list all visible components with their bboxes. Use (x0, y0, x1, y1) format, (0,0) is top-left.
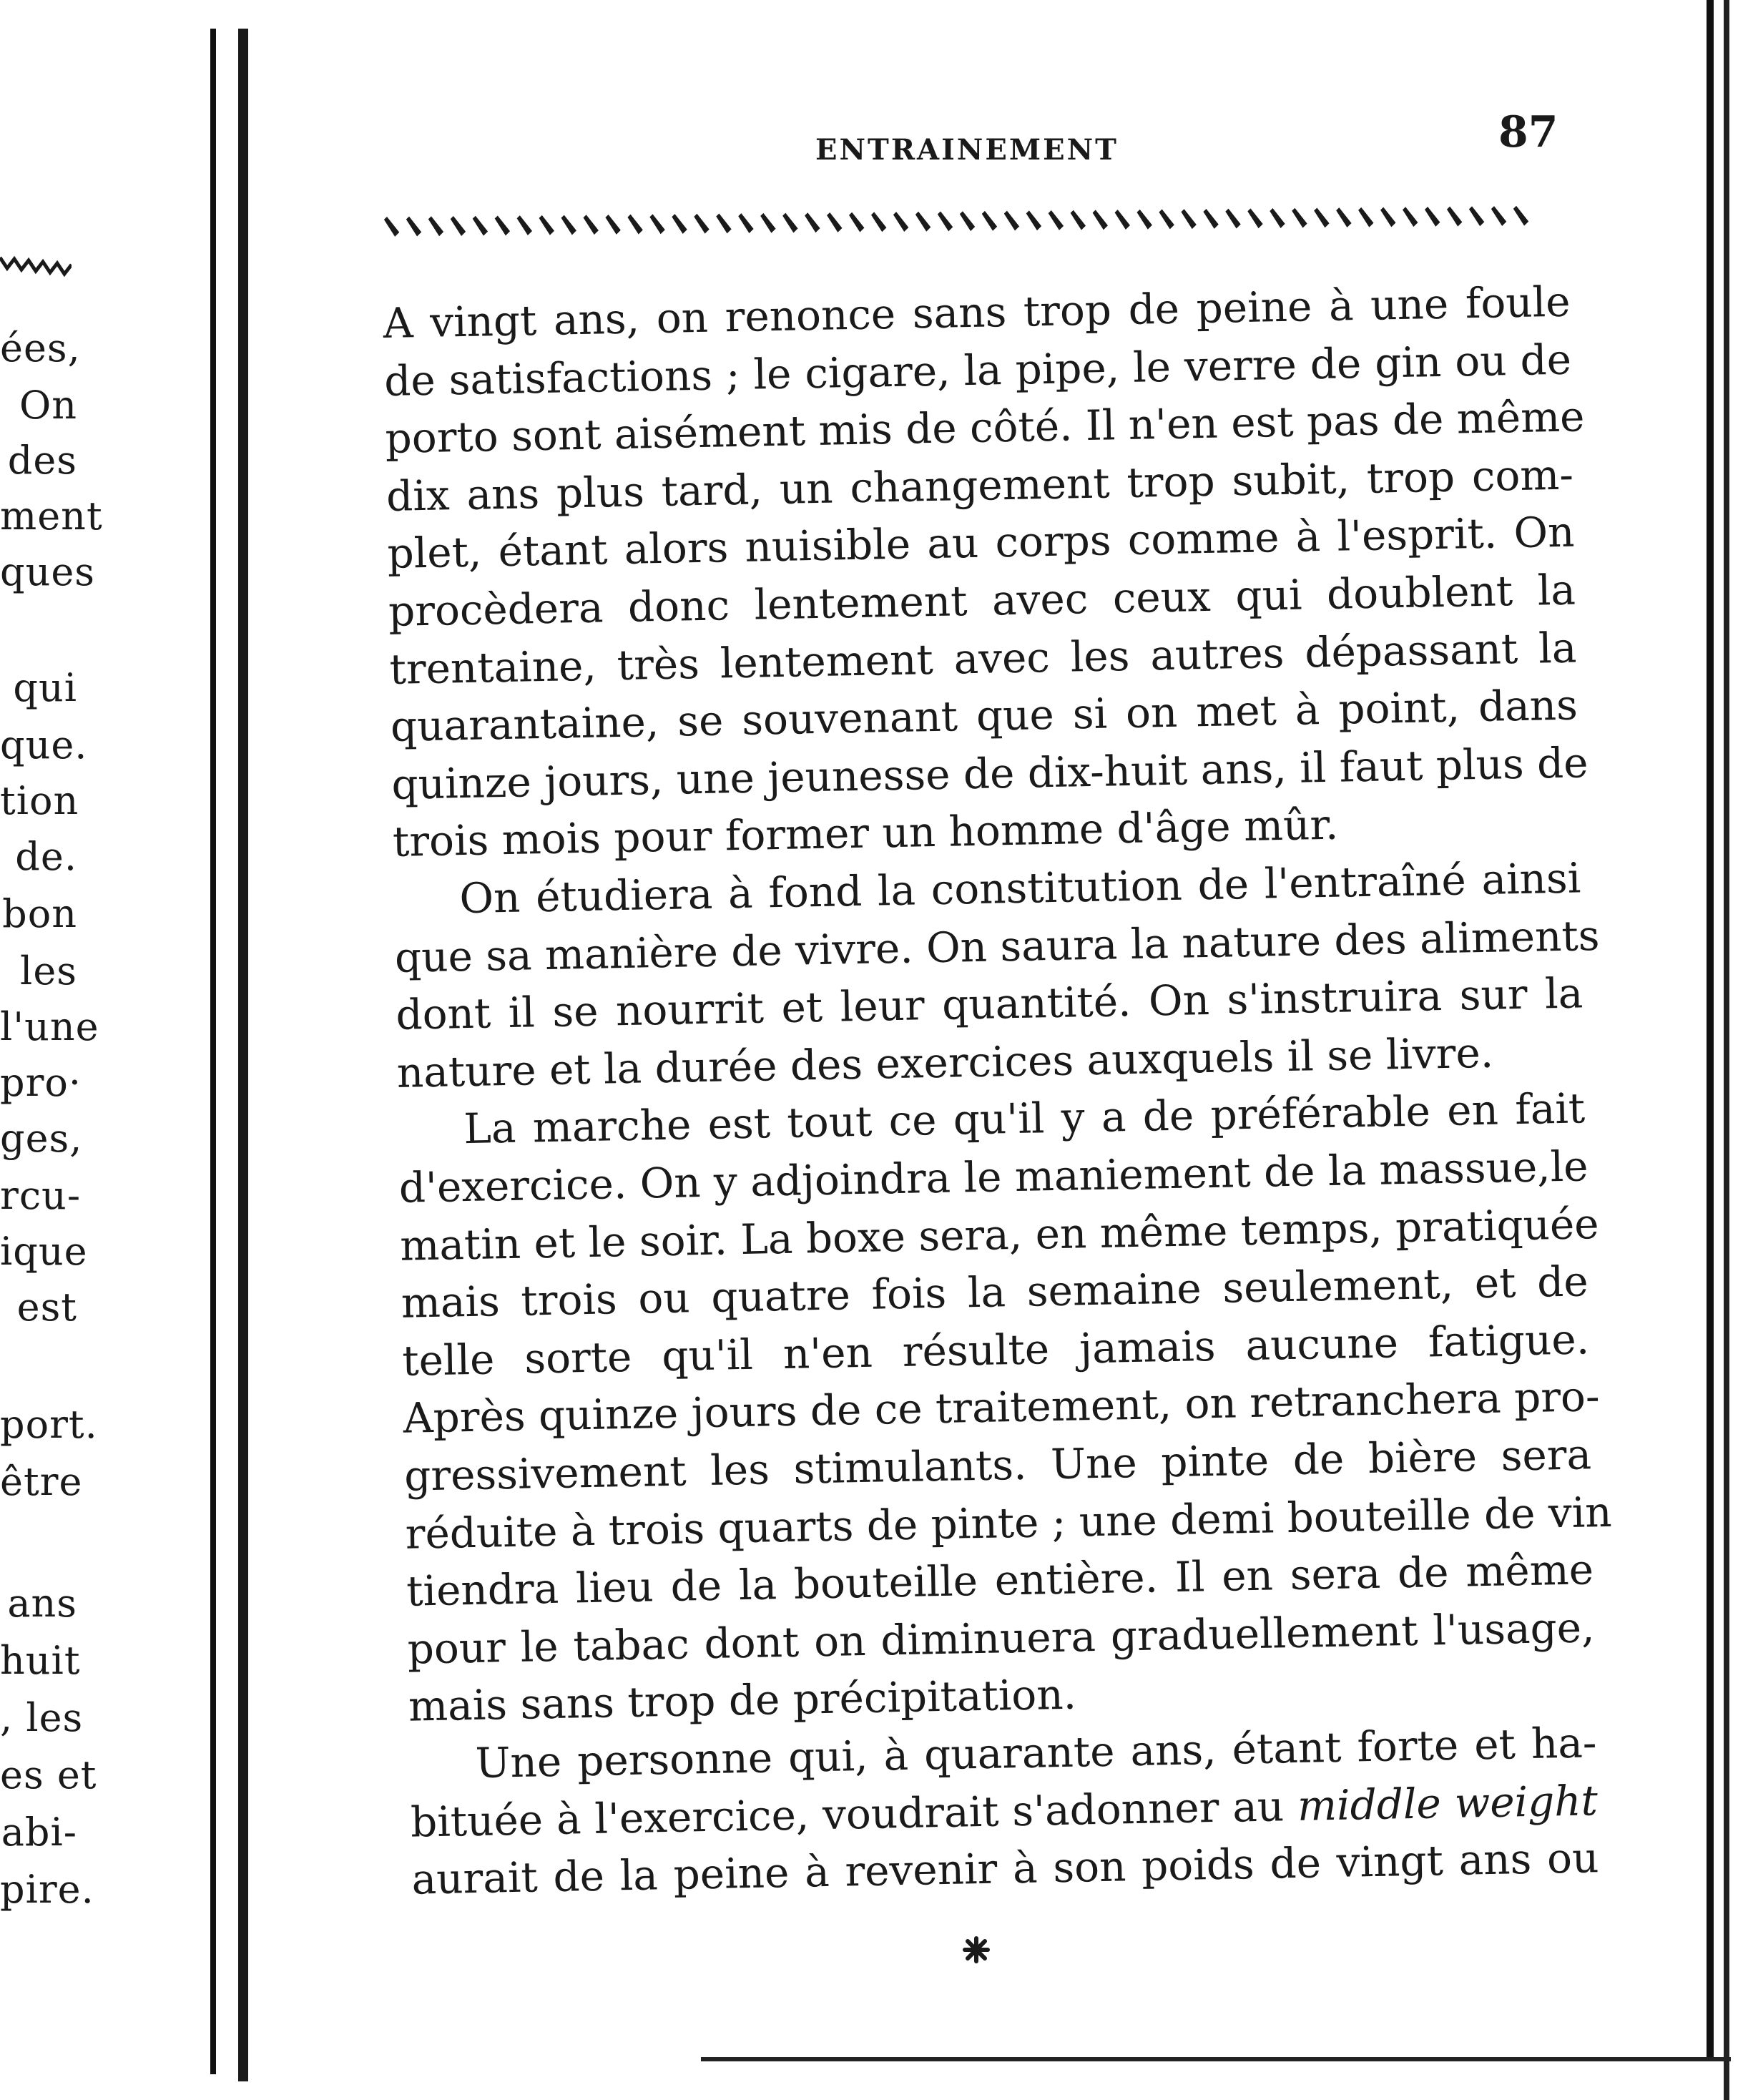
text-line: quinze jours, une jeunesse de dix-huit ans, il faut plus de (391, 738, 1589, 809)
text-line: de satisfactions ; le cigare, la pipe, le verre de gin ou de (383, 335, 1572, 406)
text-line: trentaine, très lentement avec les autres dépassant la (388, 623, 1577, 694)
left-page-line: On (19, 383, 77, 428)
left-page-line: rcu- (0, 1173, 82, 1218)
left-page-line: port. (0, 1402, 98, 1447)
text-line: d'exercice. On y adjoindra le maniement de la massue,le (398, 1142, 1589, 1212)
text-line-segment: bituée à l'exercice, voudrait s'adonner au (410, 1781, 1285, 1847)
left-page-line: huit (0, 1638, 81, 1683)
italic-phrase: middle weight (1297, 1775, 1599, 1830)
text-line: dont il se nourrit et leur quantité. On s'instruira sur la (395, 968, 1583, 1040)
left-page-line: des (7, 438, 77, 483)
left-page-line: pro· (0, 1060, 82, 1105)
text-line: aurait de la peine à revenir à son poids de vingt ans ou (411, 1833, 1599, 1904)
left-page-line: ées, (0, 325, 81, 371)
text-line: On étudiera à fond la constitution de l'entraîné ainsi (458, 853, 1581, 923)
page-fold-shadow (238, 29, 248, 2081)
left-page-line: ment (0, 494, 103, 539)
text-line: que sa manière de vivre. On saura la nature des aliments (394, 911, 1601, 982)
text-line: pour le tabac dont on diminuera graduellement l'usage, (407, 1603, 1596, 1674)
left-zigzag-ornament (0, 250, 72, 279)
page-edge-bottom (701, 2057, 1731, 2061)
text-line: porto sont aisément mis de côté. Il n'en est pas de même (385, 392, 1586, 463)
left-facing-page (0, 0, 207, 2100)
text-line: nature et la durée des exercices auxquels il se livre. (396, 1028, 1494, 1097)
text-line: La marche est tout ce qu'il y a de préférable en fait (463, 1084, 1586, 1154)
left-page-line: être (0, 1459, 83, 1504)
left-page-line: qui (13, 665, 77, 710)
asterisk-ornament-icon (962, 1935, 991, 1964)
text-line: quarantaine, se souvenant que si on met à point, dans (390, 680, 1578, 752)
text-line: gressivement les stimulants. Une pinte de bière sera (403, 1430, 1592, 1501)
text-line: mais trois ou quatre fois la semaine seulement, et de (401, 1257, 1589, 1328)
text-line: trois mois pour former un homme d'âge mûr. (392, 800, 1339, 867)
text-line: matin et le soir. La boxe sera, en même temps, pratiquée (399, 1199, 1600, 1270)
left-page-line: est (16, 1285, 77, 1330)
page-number: 87 (1498, 107, 1558, 157)
left-page-line: ges, (0, 1116, 83, 1161)
left-page-line: l'une (0, 1004, 99, 1049)
left-page-line: ans (7, 1581, 77, 1626)
text-line: Après quinze jours de ce traitement, on retranchera pro- (403, 1372, 1601, 1443)
left-page-line: , les (0, 1695, 84, 1740)
left-page-line: de. (15, 834, 77, 879)
left-page-line: bon (2, 891, 77, 936)
text-line: dix ans plus tard, un changement trop subit, trop com- (386, 450, 1574, 521)
text-line: Une personne qui, à quarante ans, étant forte et ha- (475, 1718, 1598, 1787)
left-page-line: tion (0, 778, 79, 823)
text-line: A vingt ans, on renonce sans trop de peine à une foule (383, 277, 1571, 348)
left-page-line: es et (0, 1752, 97, 1797)
text-line: mais sans trop de précipitation. (408, 1669, 1077, 1732)
text-line: tiendra lieu de la bouteille entière. Il en sera de même (406, 1545, 1594, 1616)
left-page-line: ique (0, 1229, 88, 1274)
left-page-line: ques (0, 549, 96, 594)
gutter-line (210, 29, 216, 2074)
text-line: telle sorte qu'il n'en résulte jamais aucune fatigue. (401, 1315, 1590, 1385)
left-page-line: que. (0, 722, 88, 767)
text-line: plet, étant alors nuisible au corps comme à l'esprit. On (387, 507, 1575, 579)
page-edge-outer (1724, 0, 1729, 2100)
left-page-line: abi- (1, 1810, 77, 1855)
running-head: ENTRAINEMENT (815, 133, 1119, 167)
page-edge-right (1707, 0, 1714, 2060)
text-line: procèdera donc lentement avec ceux qui doublent la (388, 565, 1576, 636)
text-line: réduite à trois quarts de pinte ; une demi bouteille de vin (405, 1487, 1613, 1559)
left-page-line: pire. (0, 1867, 94, 1912)
left-page-line: les (20, 948, 77, 993)
